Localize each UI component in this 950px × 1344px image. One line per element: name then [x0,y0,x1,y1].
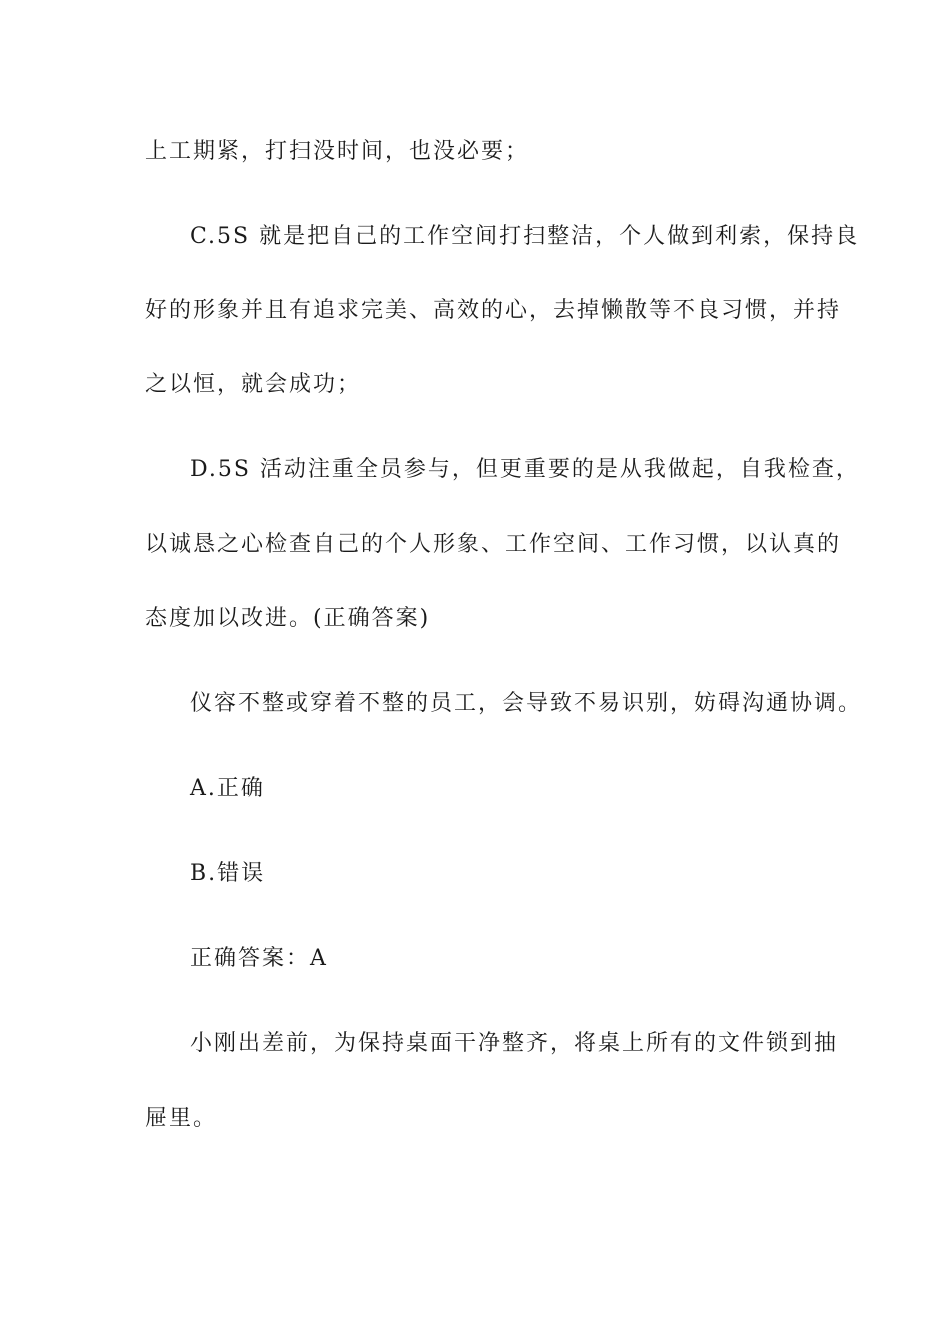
text-line: 上工期紧，打扫没时间，也没必要； [145,139,530,164]
option-c-line-1: C.5S 就是把自己的工作空间打扫整洁，个人做到利索，保持良 [190,224,860,249]
option-c-line-2: 好的形象并且有追求完美、高效的心，去掉懒散等不良习惯，并持 [145,298,842,323]
option-a: A.正确 [190,776,265,801]
option-d-line-1: D.5S 活动注重全员参与，但更重要的是从我做起，自我检查， [190,457,860,482]
option-d-line-2: 以诚恳之心检查自己的个人形象、工作空间、工作习惯，以认真的 [145,532,842,557]
correct-answer: 正确答案：A [190,946,328,971]
question-text: 仪容不整或穿着不整的员工，会导致不易识别，妨碍沟通协调。 [190,691,863,716]
option-d-line-3: 态度加以改进。(正确答案) [145,606,431,631]
option-b: B.错误 [190,861,266,886]
question-text-line-1: 小刚出差前，为保持桌面干净整齐，将桌上所有的文件锁到抽 [190,1031,839,1056]
question-text-line-2: 屉里。 [145,1106,218,1131]
option-c-line-3: 之以恒，就会成功； [145,372,362,397]
